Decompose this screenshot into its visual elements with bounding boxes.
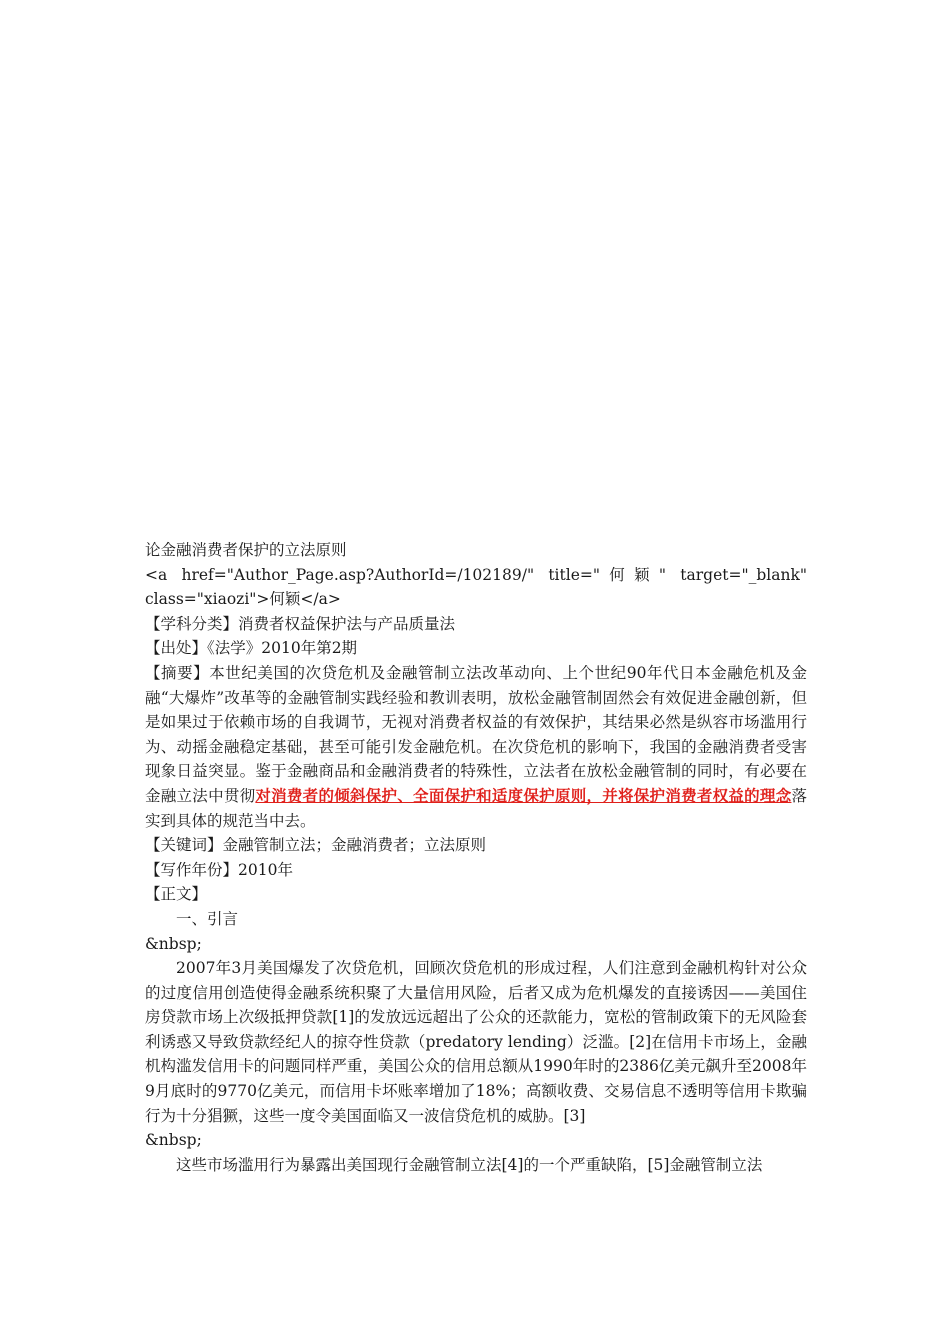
abstract-highlight: 对消费者的倾斜保护、全面保护和适度保护原则，并将保护消费者权益的理念 bbox=[255, 785, 792, 805]
keywords: 【关键词】金融管制立法；金融消费者；立法原则 bbox=[145, 836, 487, 855]
abstract-text: 【摘要】本世纪美国的次贷危机及金融管制立法改革动向、上个世纪90年代日本金融危机及金融“大爆炸”改革等的金融管制实践经验和教训表明，放松金融管制固然会有效促进金融创新，但是如果过于依赖市场的自我调节，无视对消费者权益的有效保护，其结果必然是纵容市场滥用行为、动摇金融稳定基础，甚至可能引发金融危机。在次贷危机的影响下，我国的金融消费者受害现象日益突显。鉴于金融商品和金融消费者的特殊性，立法者在放松金融管制的同时，有必要在金融立法中贯彻 bbox=[145, 663, 807, 805]
body-paragraph: 2007年3月美国爆发了次贷危机，回顾次贷危机的形成过程，人们注意到金融机构针对公众的过度信用创造使得金融系统积聚了大量信用风险，后者又成为危机爆发的直接诱因——美国住房贷款市场上次级抵押贷款[1]的发放远远超出了公众的还款能力，宽松的管制政策下的无风险套利诱惑又导致贷款经纪人的掠夺性贷款（predatory lending）泛滥。[2]在信用卡市场上，金融机构滥发信用卡的问题同样严重，美国公众的信用总额从1990年时的2386亿美元飙升至2008年9月底时的9770亿美元，而信用卡坏账率增加了18%；高额收费、交易信息不透明等信用卡欺骗行为十分猖獗，这些一度令美国面临又一波信贷危机的威胁。[3] bbox=[145, 959, 807, 1125]
author-line: <a href="Author_Page.asp?AuthorId=/102189/" title="何颖" target="_blank" class="xiaozi">何颖</a> bbox=[145, 565, 807, 609]
document-title: 论金融消费者保护的立法原则 bbox=[145, 541, 347, 559]
document-body bbox=[145, 538, 807, 1177]
nbsp-line: &nbsp; bbox=[145, 934, 202, 953]
body-paragraph: 这些市场滥用行为暴露出美国现行金融管制立法[4]的一个严重缺陷，[5]金融管制立法 bbox=[176, 1155, 763, 1174]
abstract bbox=[145, 661, 807, 833]
subject-category: 【学科分类】消费者权益保护法与产品质量法 bbox=[145, 614, 456, 633]
nbsp-line: &nbsp; bbox=[145, 1131, 202, 1150]
writing-year: 【写作年份】2010年 bbox=[145, 860, 293, 879]
body-label: 【正文】 bbox=[145, 885, 208, 904]
source-line: 【出处】《法学》2010年第2期 bbox=[145, 639, 358, 658]
section-heading: 一、引言 bbox=[176, 909, 239, 928]
abstract-text-end: 落实到具体的规范当中去。 bbox=[145, 786, 807, 830]
